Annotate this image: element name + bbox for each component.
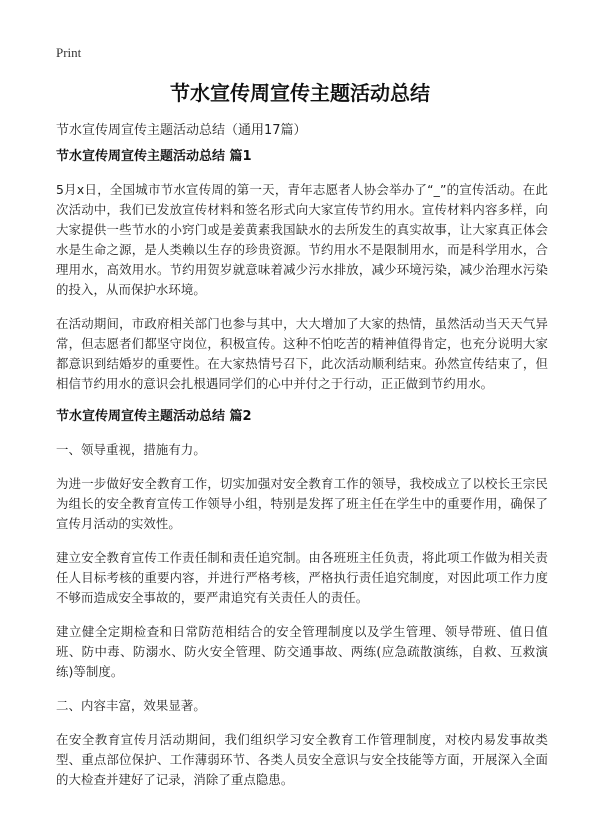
paragraph: 在活动期间，市政府相关部门也参与其中，大大增加了大家的热情，虽然活动当天天气异常，但志愿者们都坚守岗位，积极宣传。这种不怕吃苦的精神值得肯定，也充分说明大家都意识到结婚岁的重要性。在大家热情号召下，此次活动顺利结束。孙然宣传结束了，但相信节约用水的意识会扎根遇同学们的心中并付之于行动，正正做到节约用水。 xyxy=(56,316,548,391)
document-body xyxy=(56,148,548,804)
paragraph: 建立健全定期检查和日常防范相结合的安全管理制度以及学生管理、领导带班、值日值班、防中毒、防溺水、防火安全管理、防交通事故、两练(应急疏散演练，自救、互救演练)等制度。 xyxy=(56,624,548,679)
paragraph: 二、内容丰富，效果显著。 xyxy=(56,698,206,713)
section-heading-2: 节水宣传周宣传主题活动总结 篇2 xyxy=(56,409,252,424)
print-link[interactable]: Print xyxy=(56,45,82,60)
paragraph: 建立安全教育宣传工作责任制和责任追究制。由各班班主任负责，将此项工作做为相关责任人目标考核的重要内容，并进行严格考核，严格执行责任追究制度，对因此项工作力度不够而造成安全事故的，要严肃追究有关责任人的责任。 xyxy=(56,550,548,605)
page-title: 节水宣传周宣传主题活动总结 xyxy=(170,81,430,105)
section-heading-1: 节水宣传周宣传主题活动总结 篇1 xyxy=(56,149,252,164)
paragraph: 5月x日，全国城市节水宣传周的第一天，青年志愿者人协会举办了“_”的宣传活动。在此次活动中，我们已发放宣传材料和签名形式向大家宣传节约用水。宣传材料内容多样，向大家提供一些节水的小窍门或是姜黄素我国缺水的去所发生的真实故事，让大家真正体会水是生命之源，是人类赖以生存的珍贵资源。节约用水不是限制用水，而是科学用水，合理用水，高效用水。节约用贺岁就意味着减少污水排放，减少环境污染，减少治理水污染的投入，从而保护水环境。 xyxy=(56,182,548,297)
paragraph: 为进一步做好安全教育工作，切实加强对安全教育工作的领导，我校成立了以校长王宗民为组长的安全教育宣传工作领导小组，特别是发挥了班主任在学生中的重要作用，确保了宣传月活动的实效性。 xyxy=(56,476,548,531)
document-subtitle: 节水宣传周宣传主题活动总结（通用17篇） xyxy=(56,123,307,138)
paragraph: 在安全教育宣传月活动期间，我们组织学习安全教育工作管理制度，对校内易发事故类型、重点部位保护、工作薄弱环节、各类人员安全意识与安全技能等方面，开展深入全面的大检查并建好了记录，消除了重点隐患。 xyxy=(56,732,548,787)
paragraph: 一、领导重视，措施有力。 xyxy=(56,442,206,457)
